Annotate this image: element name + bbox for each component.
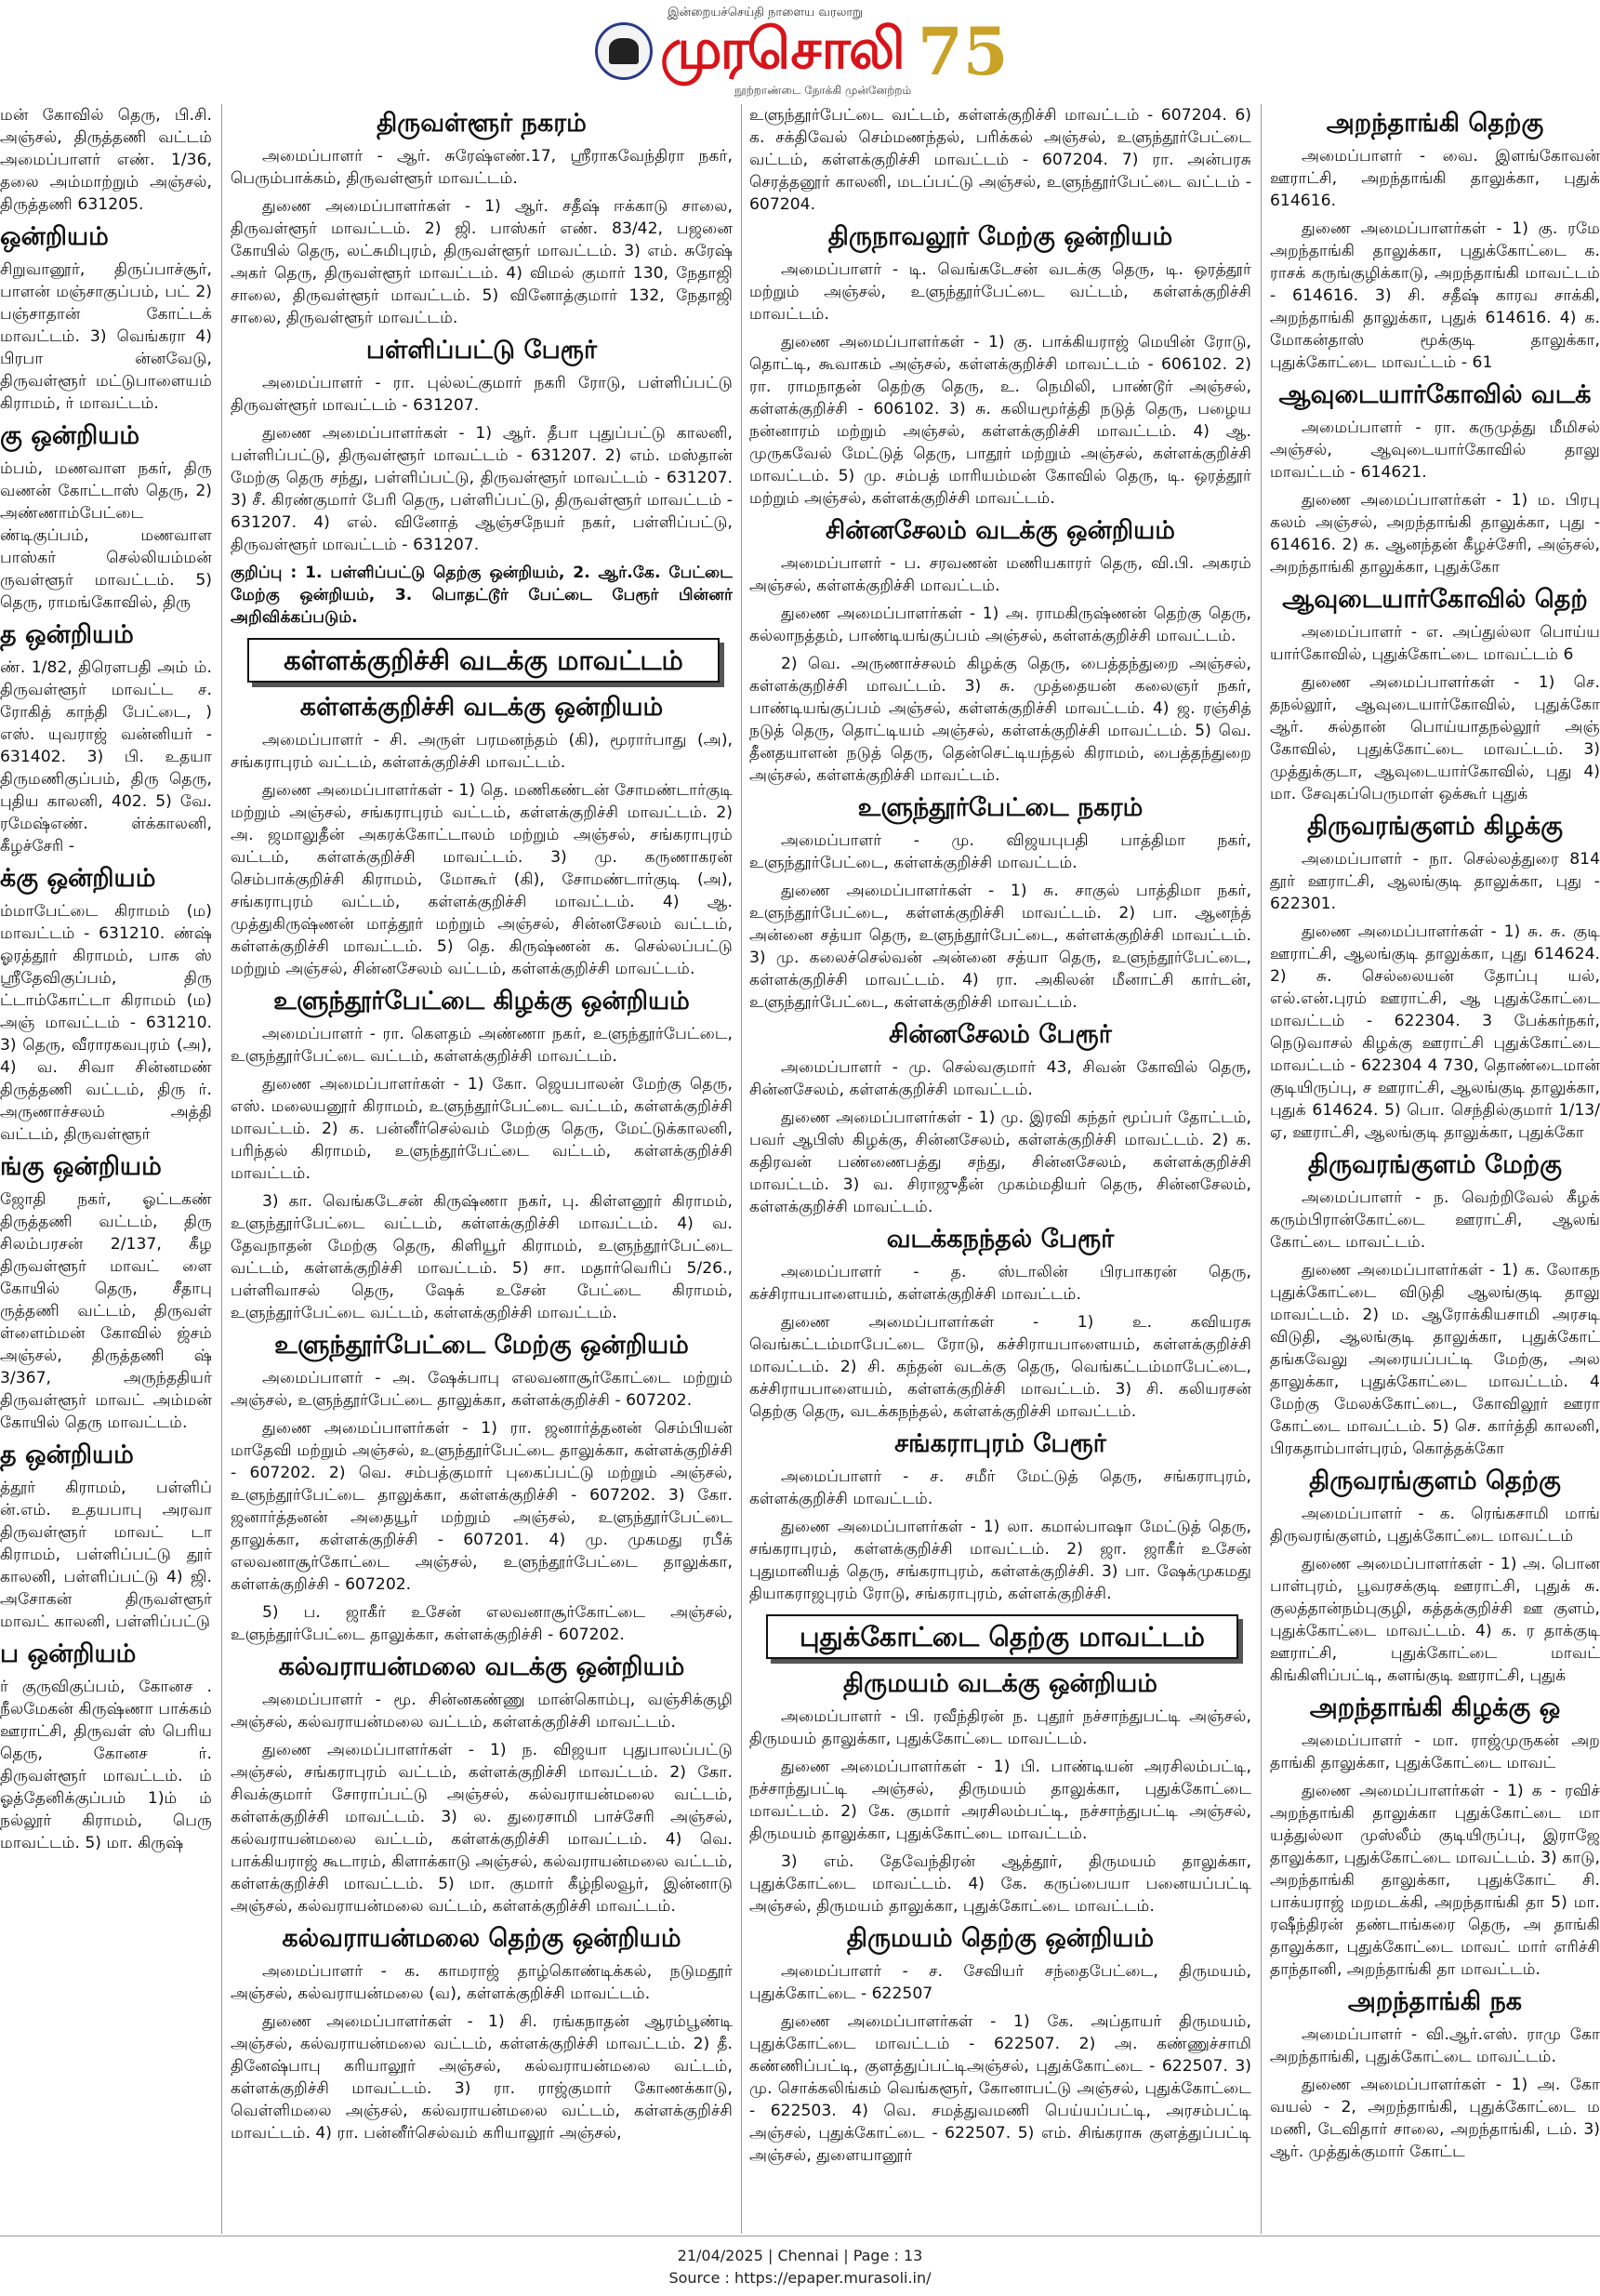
section-heading: திருவரங்குளம் கிழக்கு xyxy=(1307,812,1563,841)
section-heading: திருமயம் தெற்கு ஒன்றியம் xyxy=(846,1924,1155,1953)
newspaper-name: முரசொலி xyxy=(660,17,904,82)
body-paragraph: துணை அமைப்பாளர்கள் - 1) அ. ராமகிருஷ்ணன் தெற்கு தெரு, கல்லாநத்தம், பாண்டியங்குப்பம் அஞ்சல், கள்ளக்குறிச்சி மாவட்டம். xyxy=(749,604,1251,645)
body-paragraph: ம்பம், மணவாள நகர், திரு வணன் கோட்டாஸ் தெரு, 2) அண்ணாம்பேட்டை ண்டிகுப்பம், மணவாள பாஸ்கர் செல்லியம்மன் ருவள்ளூர் மாவட்டம். 5) தெரு, ராமங்கோவில், திரு xyxy=(0,459,212,612)
section-heading: திருநாவலூர் மேற்கு ஒன்றியம் xyxy=(827,222,1173,251)
body-paragraph: அமைப்பாளர் - மூ. சின்னகண்ணு மான்கொம்பு, வஞ்சிக்குழி அஞ்சல், கல்வராயன்மலை வட்டம், கள்ளக்குறிச்சி மாவட்டம். xyxy=(231,1691,733,1732)
section-heading: பள்ளிப்பட்டு பேரூர் xyxy=(365,336,598,365)
tagline: இன்றையச்செய்தி நாளைய வரலாறு xyxy=(668,6,864,20)
column-rule xyxy=(1261,104,1262,2234)
section-heading: ப ஒன்றியம் xyxy=(0,1639,137,1668)
body-paragraph: துணை அமைப்பாளர்கள் - 1) அ. கோ வயல் - 2, அறந்தாங்கி, புதுக்கோட்டை ம மணி, டேவிதார் சாலை, அறந்தாங்கி, டம். 3) ஆர். முத்துக்குமார் கோட்ட xyxy=(1270,2076,1600,2161)
body-paragraph: அமைப்பாளர் - ச. சமீர் மேட்டுத் தெரு, சங்கராபுரம், கள்ளக்குறிச்சி மாவட்டம். xyxy=(749,1467,1251,1508)
body-paragraph: அமைப்பாளர் - க. ரெங்கசாமி மாங் திருவரங்குளம், புதுக்கோட்டை மாவட்டம் xyxy=(1270,1505,1600,1546)
body-paragraph: அமைப்பாளர் - த. ஸ்டாலின் பிரபாகரன் தெரு, கச்சிராயபாளையம், கள்ளக்குறிச்சி மாவட்டம். xyxy=(749,1263,1251,1304)
section-heading: சங்கராபுரம் பேரூர் xyxy=(894,1429,1106,1458)
body-paragraph: துணை அமைப்பாளர்கள் - 1) மு. இரவி கந்தர் மூப்பர் தோட்டம், பவர் ஆபிஸ் கிழக்கு, சின்னசேலம், கள்ளக்குறிச்சி மாவட்டம். 2) க. கதிரவன் பண்ணைபத்து சந்து, சின்னசேலம், கள்ளக்குறிச்சி மாவட்டம். 3) வ. சிராஜுதீன் முகம்மதியர் தெரு, சின்னசேலம், கள்ளக்குறிச்சி மாவட்டம். xyxy=(749,1108,1251,1216)
masthead xyxy=(0,0,1600,104)
party-emblem-icon xyxy=(595,22,653,80)
column-rule xyxy=(221,104,222,2234)
body-paragraph: மன் கோவில் தெரு, பி.சி. அஞ்சல், திருத்தணி வட்டம் அமைப்பாளர் எண். 1/36, தலை அம்மாற்றும் அஞ்சல், திருத்தணி 631205. xyxy=(0,106,212,214)
body-paragraph: துணை அமைப்பாளர்கள் - 1) ந. விஜயா புதுபாலப்பட்டு அஞ்சல், சங்கராபுரம் வட்டம், கள்ளக்குறிச்சி மாவட்டம். 2) கோ. சிவக்குமார் சோராப்பட்டு அஞ்சல், கல்வராயன்மலை வட்டம், கள்ளக்குறிச்சி மாவட்டம். 3) ல. துரைசாமி பாச்சேரி அஞ்சல், கல்வராயன்மலை வட்டம், கள்ளக்குறிச்சி மாவட்டம். 4) வெ. பாக்கியராஜ் கூடாரம், கிளாக்காடு அஞ்சல், கல்வராயன்மலை வட்டம், கள்ளக்குறிச்சி மாவட்டம். 5) மா. குமார் கீழ்நிலவூர், இன்னாடு அஞ்சல், கல்வராயன்மலை வட்டம், கள்ளக்குறிச்சி மாவட்டம். xyxy=(231,1741,733,1916)
body-paragraph: அமைப்பாளர் - மு. செல்வகுமார் 43, சிவன் கோவில் தெரு, சின்னசேலம், கள்ளக்குறிச்சி மாவட்டம். xyxy=(749,1058,1251,1099)
body-paragraph: துணை அமைப்பாளர்கள் - 1) சு. சாகுல் பாத்திமா நகர், உளுந்தூர்பேட்டை, கள்ளக்குறிச்சி மாவட்டம். 2) பா. ஆனந்த் அன்னை சத்யா தெரு, உளுந்தூர்பேட்டை, கள்ளக்குறிச்சி மாவட்டம். 3) மு. கலைச்செல்வன் அன்னை சத்யா தெரு, உளுந்தூர்பேட்டை, கள்ளக்குறிச்சி மாவட்டம். 4) ரா. அகிலன் மீனாட்சி கார்டன், உளுந்தூர்பேட்டை, கள்ளக்குறிச்சி மாவட்டம். xyxy=(749,882,1251,1012)
section-heading: உளுந்தூர்பேட்டை மேற்கு ஒன்றியம் xyxy=(274,1331,689,1360)
body-paragraph: துணை அமைப்பாளர்கள் - 1) ஆர். சதீஷ் ஈக்காடு சாலை, திருவள்ளூர் மாவட்டம். 2) ஜி. பாஸ்கர் எண். 83/42, பஜனை கோயில் தெரு, லட்சுமிபுரம், திருவள்ளூர் மாவட்டம். 3) எம். சுரேஷ் அகர் தெரு, திருவள்ளூர் மாவட்டம். 4) விமல் குமார் 130, நேதாஜி சாலை, திருவள்ளூர் மாவட்டம். 5) வினோத்குமார் 132, நேதாஜி சாலை, திருவள்ளூர் மாவட்டம். xyxy=(231,197,733,327)
section-heading: திருவரங்குளம் தெற்கு xyxy=(1309,1467,1561,1495)
anniversary-75-icon xyxy=(916,9,1009,90)
body-paragraph: 2) வெ. அருணாச்சலம் கிழக்கு தெரு, பைத்தந்துறை அஞ்சல், கள்ளக்குறிச்சி மாவட்டம். 3) சு. முத்தையன் கலைஞர் நகர், பாண்டியங்குப்பம் அஞ்சல், கள்ளக்குறிச்சி மாவட்டம். 4) ஜ. ரஞ்சித் நடுத் தெரு, தொட்டியம் அஞ்சல், கள்ளக்குறிச்சி மாவட்டம். 5) வெ. தீனதயாளன் நடுத் தெரு, தென்செட்டியந்தல் கிராமம், பைத்தந்துறை அஞ்சல், கள்ளக்குறிச்சி மாவட்டம். xyxy=(749,655,1251,785)
body-paragraph: த்தூர் கிராமம், பள்ளிப் ன்.எம். உதயபாபு அரவா திருவள்ளூர் மாவட் டா கிராமம், பள்ளிப்பட்டு தூர் காலனி, பள்ளிப்பட்டு 4) ஜி. அசோகன் திருவள்ளூர் மாவட் காலனி, பள்ளிப்பட்டு xyxy=(0,1479,212,1631)
column-1 xyxy=(0,104,212,2234)
body-paragraph: உளுந்தூர்பேட்டை வட்டம், கள்ளக்குறிச்சி மாவட்டம் - 607204. 6) க. சக்திவேல் செம்மணந்தல், பரிக்கல் அஞ்சல், உளுந்தூர்பேட்டை வட்டம், கள்ளக்குறிச்சி மாவட்டம் - 607204. 7) ரா. அன்பரசு செரத்தனூர் காலனி, மடப்பட்டு அஞ்சல், உளுந்தூர்பேட்டை வட்டம் - 607204. xyxy=(749,106,1251,214)
body-paragraph: துணை அமைப்பாளர்கள் - 1) க - ரவிச் அறந்தாங்கி தாலுக்கா புதுக்கோட்டை மா யத்துல்லா முஸ்லீம் குடியிருப்பு, இராஜே தாலுக்கா, புதுக்கோட்டை மாவட்டம். 3) காடு, அறந்தாங்கி தாலுக்கா, புதுக்கோட் சி. பாக்யராஜ் மறமடக்கி, அறந்தாங்கி தா 5) மா. ரஷீந்திரன் தண்டாங்கரை தெரு, அ தாங்கி தாலுக்கா, புதுக்கோட்டை மாவட் மார் எரிச்சி தாந்தானி, அறந்தாங்கி தா மாவட்டம். xyxy=(1270,1782,1600,1979)
body-paragraph: அமைப்பாளர் - ரா. கருமுத்து மீமிசல் அஞ்சல், ஆவுடையார்கோவில் தாலு மாவட்டம் - 614621. xyxy=(1270,418,1600,482)
section-heading: அறந்தாங்கி நக xyxy=(1347,1987,1523,2016)
body-paragraph: சிறுவானூர், திருப்பாச்சூர், பாளன் மஞ்சாகுப்பம், பட் 2) பஞ்சாதான் கோட்டக் மாவட்டம். 3) வெங்கரா 4) பிரபா ன்னவேடு, திருவள்ளூர் மட்டுபாளையம் கிராமம், ர் மாவட்டம். xyxy=(0,260,212,413)
body-paragraph: அமைப்பாளர் - வை. இளங்கோவன் ஊராட்சி, அறந்தாங்கி தாலுக்கா, புதுக் 614616. xyxy=(1270,147,1600,210)
body-paragraph: துணை அமைப்பாளர்கள் - 1) பி. பாண்டியன் அரசிலம்பட்டி, நச்சாந்துபட்டி அஞ்சல், திருமயம் தாலுக்கா, புதுக்கோட்டை மாவட்டம். 2) கே. குமார் அரசிலம்பட்டி, நச்சாந்துபட்டி அஞ்சல், திருமயம் தாலுக்கா, புதுக்கோட்டை மாவட்டம். xyxy=(749,1758,1251,1843)
section-heading: அறந்தாங்கி தெற்கு xyxy=(1326,109,1544,138)
body-paragraph: ம்மாபேட்டை கிராமம் (ம) மாவட்டம் - 631210. ண்ஷ் ஓரத்தூர் கிராமம், பாக ஸ் ஸ்ரீதேவிகுப்பம், திரு ட்டாம்கோட்டா கிராமம் (ம) அஞ் மாவட்டம் - 631210. 3) தெரு, வீராரகவபுரம் (அ), 4) வ. சிவா சின்னமண் திருத்தணி வட்டம், திரு ர். அருணாச்சலம் அத்தி வட்டம், திருவள்ளூர் xyxy=(0,902,212,1144)
body-paragraph: 5) ப. ஜாகீர் உசேன் எலவனாசூர்கோட்டை அஞ்சல், உளுந்தூர்பேட்டை தாலுக்கா, கள்ளக்குறிச்சி - 607202. xyxy=(231,1603,733,1644)
page-footer xyxy=(0,2236,1600,2296)
body-paragraph: அமைப்பாளர் - பி. ரவீந்திரன் ந. புதூர் நச்சாந்துபட்டி அஞ்சல், திருமயம் தாலுக்கா, புதுக்கோட்டை மாவட்டம். xyxy=(749,1707,1251,1748)
column-3 xyxy=(749,104,1251,2234)
district-heading-box: கள்ளக்குறிச்சி வடக்கு மாவட்டம் xyxy=(247,638,720,683)
section-heading: திருவள்ளூர் நகரம் xyxy=(377,109,587,138)
column-rule xyxy=(741,104,742,2234)
body-paragraph: துணை அமைப்பாளர்கள் - 1) ம. பிரபு கலம் அஞ்சல், அறந்தாங்கி தாலுக்கா, புது - 614616. 2) க. ஆனந்தன் கீழச்சேரி, அஞ்சல், அறந்தாங்கி தாலுக்கா, புதுக்கோ xyxy=(1270,491,1600,577)
body-paragraph: அமைப்பாளர் - அ. ஷேக்பாபு எலவனாசூர்கோட்டை மற்றும் அஞ்சல், உளுந்தூர்பேட்டை தாலுக்கா, கள்ளக்குறிச்சி - 607202. xyxy=(231,1369,733,1410)
body-paragraph: ஜோதி நகர், ஓட்டகண் திருத்தணி வட்டம், திரு சிலம்பரசன் 2/137, கீழ திருவள்ளூர் மாவட் ளை கோயில் தெரு, சீதாபு ருத்தணி வட்டம், திருவள் ள்ளைம்மன் கோவில் ஜ்சம் அஞ்சல், திருத்தணி ஷ் 3/367, அருந்ததியர் திருவள்ளூர் மாவட் அம்மன் கோயில் தெரு மாவட்டம். xyxy=(0,1190,212,1432)
body-paragraph: 3) எம். தேவேந்திரன் ஆத்தூர், திருமயம் தாலுக்கா, புதுக்கோட்டை மாவட்டம். 4) கே. கருப்பையா பனையப்பட்டி அஞ்சல், திருமயம் தாலுக்கா, புதுக்கோட்டை மாவட்டம். xyxy=(749,1852,1251,1916)
body-paragraph: துணை அமைப்பாளர்கள் - 1) சி. ரங்கநாதன் ஆரம்பூண்டி அஞ்சல், கல்வராயன்மலை வட்டம், கள்ளக்குறிச்சி மாவட்டம். 2) தீ. தினேஷ்பாபு கரியாலூர் அஞ்சல், கல்வராயன்மலை வட்டம், கள்ளக்குறிச்சி மாவட்டம். 3) ரா. ராஜ்குமார் கோணக்காடு, வெள்ளிமலை அஞ்சல், கல்வராயன்மலை வட்டம், கள்ளக்குறிச்சி மாவட்டம். 4) ரா. பன்னீர்செல்வம் கரியாலூர் அஞ்சல், xyxy=(231,2012,733,2143)
body-paragraph: அமைப்பாளர் - ரா. கௌதம் அண்ணா நகர், உளுந்தூர்பேட்டை, உளுந்தூர்பேட்டை வட்டம், கள்ளக்குறிச்சி மாவட்டம். xyxy=(231,1025,733,1066)
section-heading: உளுந்தூர்பேட்டை கிழக்கு ஒன்றியம் xyxy=(273,987,690,1015)
section-heading: த ஒன்றியம் xyxy=(0,1440,134,1469)
column-2 xyxy=(231,104,733,2234)
section-heading: வடக்கநந்தல் பேரூர் xyxy=(886,1225,1115,1254)
body-paragraph: துணை அமைப்பாளர்கள் - 1) கு. பாக்கியராஜ் மெயின் ரோடு, தொட்டி, கூவாகம் அஞ்சல், கள்ளக்குறிச்சி மாவட்டம் - 606102. 2) ரா. ராமநாதன் தெற்கு தெரு, உ. நெமிலி, பாண்டூர் அஞ்சல், கள்ளக்குறிச்சி - 606102. 3) சு. கலியமூர்த்தி நடுத் தெரு, பழைய நன்னாரம் மற்றும் அஞ்சல், கள்ளக்குறிச்சி மாவட்டம். 4) ஆ. முருகவேல் மேட்டுத் தெரு, பாதூர் மற்றும் அஞ்சல், கள்ளக்குறிச்சி மாவட்டம். 5) மு. சம்பத் மாரியம்மன் கோவில் தெரு, டி. ஒரத்தூர் மற்றும் அஞ்சல், கள்ளக்குறிச்சி மாவட்டம். xyxy=(749,333,1251,508)
body-paragraph: அமைப்பாளர் - ப. சரவணன் மணியகாரர் தெரு, வி.பி. அகரம் அஞ்சல், கள்ளக்குறிச்சி மாவட்டம். xyxy=(749,554,1251,595)
body-paragraph: அமைப்பாளர் - சி. அருள் பரமனந்தம் (கி), மூரார்பாது (அ), சங்கராபுரம் வட்டம், கள்ளக்குறிச்சி மாவட்டம். xyxy=(231,731,733,772)
section-heading: ங்கு ஒன்றியம் xyxy=(0,1152,162,1181)
body-paragraph: துணை அமைப்பாளர்கள் - 1) லா. கமால்பாஷா மேட்டுத் தெரு, சங்கராபுரம், கள்ளக்குறிச்சி மாவட்டம். 2) ஜா. ஜாகீர் உசேன் புதுமானியத் தெரு, சங்கராபுரம், கள்ளக்குறிச்சி. 3) பா. ஷேக்முகமது தியாகராஜபுரம் ரோடு, சங்கராபுரம், கள்ளக்குறிச்சி. xyxy=(749,1518,1251,1603)
section-heading: சின்னசேலம் பேரூர் xyxy=(889,1020,1112,1049)
body-paragraph: துணை அமைப்பாளர்கள் - 1) ரா. ஜனார்த்தனன் செம்பியன் மாதேவி மற்றும் அஞ்சல், உளுந்தூர்பேட்டை தாலுக்கா, கள்ளக்குறிச்சி - 607202. 2) வெ. சம்பத்குமார் புகைப்பட்டு மற்றும் அஞ்சல், உளுந்தூர்பேட்டை தாலுக்கா, கள்ளக்குறிச்சி - 607202. 3) கோ. ஜனார்த்தனன் அதையூர் மற்றும் அஞ்சல், உளுந்தூர்பேட்டை தாலுக்கா, கள்ளக்குறிச்சி - 607201. 4) மு. முகமது ரபீக் எலவனாசூர்கோட்டை அஞ்சல், உளுந்தூர்பேட்டை தாலுக்கா, கள்ளக்குறிச்சி - 607202. xyxy=(231,1419,733,1594)
section-heading: கு ஒன்றியம் xyxy=(0,421,140,450)
section-heading: கள்ளக்குறிச்சி வடக்கு ஒன்றியம் xyxy=(299,693,664,722)
body-paragraph: அமைப்பாளர் - நா. செல்லத்துரை 814 தூர் ஊராட்சி, ஆலங்குடி தாலுக்கா, புது - 622301. xyxy=(1270,850,1600,913)
section-heading: திருவரங்குளம் மேற்கு xyxy=(1307,1150,1563,1179)
body-paragraph: அமைப்பாளர் - ஆர். சுரேஷ்எண்.17, ஸ்ரீராகவேந்திரா நகர், பெரும்பாக்கம், திருவள்ளூர் மாவட்டம். xyxy=(231,147,733,188)
body-paragraph: துணை அமைப்பாளர்கள் - 1) கே. அப்தாயர் திருமயம், புதுக்கோட்டை மாவட்டம் - 622507. 2) அ. கண்ணுச்சாமி கண்ணிப்பட்டி, குளத்துப்பட்டிஅஞ்சல், புதுக்கோட்டை - 622507. 3) மு. சொக்கலிங்கம் வெங்களூர், கோனாபட்டு அஞ்சல், புதுக்கோட்டை - 622503. 4) வெ. சமத்துவமணி பெய்யப்பட்டி, அரசம்பட்டி அஞ்சல், புதுக்கோட்டை - 622507. 5) எம். சிங்கராசு குளத்துப்பட்டி அஞ்சல், துளையானூர் xyxy=(749,2012,1251,2165)
body-paragraph: துணை அமைப்பாளர்கள் - 1) ஆர். தீபா புதுப்பட்டு காலனி, பள்ளிப்பட்டு, திருவள்ளூர் மாவட்டம் - 631207. 2) எம். மஸ்தான் மேற்கு தெரு சந்து, பள்ளிப்பட்டு, திருவள்ளூர் மாவட்டம் - 631207. 3) சீ. கிரண்குமார் பேரி தெரு, பள்ளிப்பட்டு, திருவள்ளூர் மாவட்டம் - 631207. 4) எல். வினோத் ஆஞ்சநேயர் நகர், பள்ளிப்பட்டு, திருவள்ளூர் மாவட்டம் - 631207. xyxy=(231,424,733,554)
section-heading: கல்வராயன்மலை தெற்கு ஒன்றியம் xyxy=(282,1924,681,1953)
body-paragraph: துணை அமைப்பாளர்கள் - 1) தெ. மணிகண்டன் சோமண்டார்குடி மற்றும் அஞ்சல், சங்கராபுரம் வட்டம், கள்ளக்குறிச்சி மாவட்டம். 2) அ. ஜமாலுதீன் அகரக்கோட்டாலம் மற்றும் அஞ்சல், சங்கராபுரம் வட்டம், கள்ளக்குறிச்சி மாவட்டம். 3) மு. கருணாகரன் செம்பாக்குறிச்சி கிராமம், மோகூர் (கி), சோமண்டார்குடி (அ), சங்கராபுரம் வட்டம், கள்ளக்குறிச்சி மாவட்டம். 4) ஆ. முத்துகிருஷ்ணன் மாத்தூர் மற்றும் அஞ்சல், சின்னசேலம் வட்டம், கள்ளக்குறிச்சி மாவட்டம். 5) தெ. கிருஷ்ணன் க. செல்லப்பட்டு மற்றும் அஞ்சல், சின்னசேலம் வட்டம், கள்ளக்குறிச்சி மாவட்டம். xyxy=(231,781,733,978)
logo-subtitle: நூற்றாண்டை நோக்கி முன்னேற்றம் xyxy=(734,84,912,97)
district-heading-box: புதுக்கோட்டை தெற்கு மாவட்டம் xyxy=(766,1614,1238,1659)
section-heading: ஒன்றியம் xyxy=(0,222,109,251)
section-heading: க்கு ஒன்றியம் xyxy=(0,864,156,893)
section-heading: திருமயம் வடக்கு ஒன்றியம் xyxy=(843,1669,1157,1698)
body-paragraph: அமைப்பாளர் - எ. அப்துல்லா பொய்ய யார்கோவில், புதுக்கோட்டை மாவட்டம் 6 xyxy=(1270,623,1600,664)
section-heading: ஆவுடையார்கோவில் வடக் xyxy=(1278,380,1592,409)
anniversary-number: 75 xyxy=(918,13,1009,90)
section-heading: கல்வராயன்மலை வடக்கு ஒன்றியம் xyxy=(278,1652,685,1681)
body-paragraph: துணை அமைப்பாளர்கள் - 1) கு. ரமே அறந்தாங்கி தாலுக்கா, புதுக்கோட்டை க. ராசக் கருங்குழிக்காடு, அறந்தாங்கி மாவட்டம் - 614616. 3) சி. சதீஷ் காரவ சாக்கி, அறந்தாங்கி தாலுக்கா, புதுக் 614616. 4) க. மோகன்தாஸ் மூக்குடி தாலுக்கா, புதுக்கோட்டை மாவட்டம் - 61 xyxy=(1270,219,1600,372)
body-paragraph: துணை அமைப்பாளர்கள் - 1) அ. பொன பாள்புரம், பூவரசக்குடி ஊராட்சி, புதுக் சு. குலத்தான்நம்புகுழி, கத்தக்குறிச்சி ஊ குளம், புதுக்கோட்டை மாவட்டம். 4) க. ர தாக்குடி ஊராட்சி, புதுக்கோட்டை மாவட் கிங்கிளிப்பட்டி, களங்குடி ஊராட்சி, புதுக் xyxy=(1270,1555,1600,1685)
section-heading: ஆவுடையார்கோவில் தெற் xyxy=(1282,585,1588,614)
section-heading: சின்னசேலம் வடக்கு ஒன்றியம் xyxy=(826,516,1175,545)
section-heading: த ஒன்றியம் xyxy=(0,620,134,649)
body-paragraph: ர் குருவிகுப்பம், கோனச . நீலமேகன் கிருஷ்ணா பாக்கம் ஊராட்சி, திருவள் ஸ் பெரிய தெரு, கோனச ர். திருவள்ளூர் மாவட்டம். ம் ஓத்தேனிக்குப்பம் 1)ம் ம் நல்லூர் கிராமம், பெரு மாவட்டம். 5) மா. கிருஷ் xyxy=(0,1678,212,1852)
body-paragraph: துணை அமைப்பாளர்கள் - 1) சு. சு. குடி ஊராட்சி, ஆலங்குடி தாலுக்கா, புது 614624. 2) சு. செல்லையன் தோப்பு யல், எல்.என்.புரம் ஊராட்சி, ஆ புதுக்கோட்டை மாவட்டம் - 622304. 3 பேக்கர்நகர், நெடுவாசல் கிழக்கு ஊராட்சி புதுக்கோட்டை மாவட்டம் - 622304 4 730, தொண்டைமான் குடியிருப்பு, ச ஊராட்சி, ஆலங்குடி தாலுக்கா, புதுக் 614624. 5) பொ. செந்தில்குமார் 1/13/ஏ, ஊராட்சி, ஆலங்குடி தாலுக்கா, புதுக்கோ xyxy=(1270,922,1600,1142)
body-paragraph: அமைப்பாளர் - வி.ஆர்.எஸ். ராமு கோ அறந்தாங்கி, புதுக்கோட்டை மாவட்டம். xyxy=(1270,2025,1600,2066)
body-paragraph: ண். 1/82, திரௌபதி அம் ம். திருவள்ளூர் மாவட்ட ச. ரோகித் காந்தி பேட்டை, ) எஸ். யுவராஜ் வன்னியர் - 631402. 3) பி. உதயா திருமணிகுப்பம், திரு தெரு, புதிய காலனி, 402. 5) வே. ரமேஷ்எண். ள்க்காலனி, கீழச்சேரி - xyxy=(0,658,212,856)
body-paragraph: அமைப்பாளர் - மு. விஜயபுபதி பாத்திமா நகர், உளுந்தூர்பேட்டை, கள்ளக்குறிச்சி மாவட்டம். xyxy=(749,831,1251,872)
section-heading: உளுந்தூர்பேட்டை நகரம் xyxy=(857,793,1144,822)
body-paragraph: அமைப்பாளர் - ந. வெற்றிவேல் கீழக் கரும்பிரான்கோட்டை ஊராட்சி, ஆலங் கோட்டை மாவட்டம். xyxy=(1270,1188,1600,1252)
body-paragraph: துணை அமைப்பாளர்கள் - 1) உ. கவியரசு வெங்கட்டம்மாபேட்டை ரோடு, கச்சிராயபாளையம், கள்ளக்குறிச்சி மாவட்டம். 2) சி. கந்தன் வடக்கு தெரு, வெங்கட்டம்மாபேட்டை, கச்சிராயபாளையம், கள்ளக்குறிச்சி மாவட்டம். 3) சி. கலியரசன் தெற்கு தெரு, வடக்கநந்தல், கள்ளக்குறிச்சி மாவட்டம். xyxy=(749,1313,1251,1421)
body-paragraph: அமைப்பாளர் - ரா. புல்லட்குமார் நகரி ரோடு, பள்ளிப்பட்டு திருவள்ளூர் மாவட்டம் - 631207. xyxy=(231,374,733,415)
body-paragraph: அமைப்பாளர் - மா. ராஜ்முருகன் அற தாங்கி தாலுக்கா, புதுக்கோட்டை மாவட் xyxy=(1270,1732,1600,1772)
source-link[interactable]: Source : https://epaper.murasoli.in/ xyxy=(668,2269,932,2287)
body-paragraph: அமைப்பாளர் - ச. சேவியர் சந்தைபேட்டை, திருமயம், புதுக்கோட்டை - 622507 xyxy=(749,1962,1251,2003)
body-paragraph: 3) கா. வெங்கடேசன் கிருஷ்ணா நகர், பு. கிள்ளனூர் கிராமம், உளுந்தூர்பேட்டை வட்டம், கள்ளக்குறிச்சி மாவட்டம். 4) வ. தேவநாதன் மேற்கு தெரு, கிளியூர் கிராமம், உளுந்தூர்பேட்டை வட்டம், கள்ளக்குறிச்சி மாவட்டம். 5) சா. மதார்வெரிப் 5/26., பள்ளிவாசல் தெரு, ஷேக் உசேன் பேட்டை கிராமம், உளுந்தூர்பேட்டை வட்டம், கள்ளக்குறிச்சி மாவட்டம். xyxy=(231,1192,733,1322)
body-paragraph: துணை அமைப்பாளர்கள் - 1) கோ. ஜெயபாலன் மேற்கு தெரு, எஸ். மலையனூர் கிராமம், உளுந்தூர்பேட்டை வட்டம், கள்ளக்குறிச்சி மாவட்டம். 2) க. பன்னீர்செல்வம் மேற்கு தெரு, மேட்டுக்காலனி, பரிந்தல் கிராமம், உளுந்தூர்பேட்டை வட்டம், கள்ளக்குறிச்சி மாவட்டம். xyxy=(231,1075,733,1183)
newspaper-logo-block xyxy=(595,6,1009,99)
edition-info: 21/04/2025 | Chennai | Page : 13 xyxy=(677,2247,923,2264)
section-heading: அறந்தாங்கி கிழக்கு ஒ xyxy=(1309,1693,1561,1722)
column-4 xyxy=(1270,104,1600,2234)
body-paragraph: துணை அமைப்பாளர்கள் - 1) க. லோகந புதுக்கோட்டை விடுதி ஆலங்குடி தாலு மாவட்டம். 2) ம. ஆரோக்கியசாமி அரசடி விடுதி, ஆலங்குடி தாலுக்கா, புதுக்கோட் தங்கவேலு அரையப்பட்டி மேற்கு, அல தாலுக்கா, புதுக்கோட்டை மாவட்டம். 4 மேற்கு மேலக்கோட்டை, கோவிலூர் ஊரா கோட்டை மாவட்டம். 5) செ. கார்த்தி காலனி, பிரகதாம்பாள்புரம், கொத்தக்கோ xyxy=(1270,1261,1600,1458)
body-paragraph: அமைப்பாளர் - க. காமராஜ் தாழ்கொண்டிக்கல், நடுமதூர் அஞ்சல், கல்வராயன்மலை (வ), கள்ளக்குறிச்சி மாவட்டம். xyxy=(231,1962,733,2003)
body-paragraph: துணை அமைப்பாளர்கள் - 1) செ. தநல்லூர், ஆவுடையார்கோவில், புதுக்கோ ஆர். சுல்தான் பொய்யாதநல்லூர் அஞ் கோவில், புதுக்கோட்டை மாவட்டம். 3) முத்துக்குடா, ஆவுடையார்கோவில், புது 4) மா. சேவுகப்பெருமாள் ஒக்கூர் புதுக் xyxy=(1270,673,1600,803)
note-paragraph: குறிப்பு : 1. பள்ளிப்பட்டு தெற்கு ஒன்றியம், 2. ஆர்.கே. பேட்டை மேற்கு ஒன்றியம், 3. பொதட்டூர் பேட்டை பேரூர் பின்னர் அறிவிக்கப்படும். xyxy=(231,564,733,627)
body-paragraph: அமைப்பாளர் - டி. வெங்கடேசன் வடக்கு தெரு, டி. ஒரத்தூர் மற்றும் அஞ்சல், உளுந்தூர்பேட்டை வட்டம், கள்ளக்குறிச்சி மாவட்டம். xyxy=(749,260,1251,324)
